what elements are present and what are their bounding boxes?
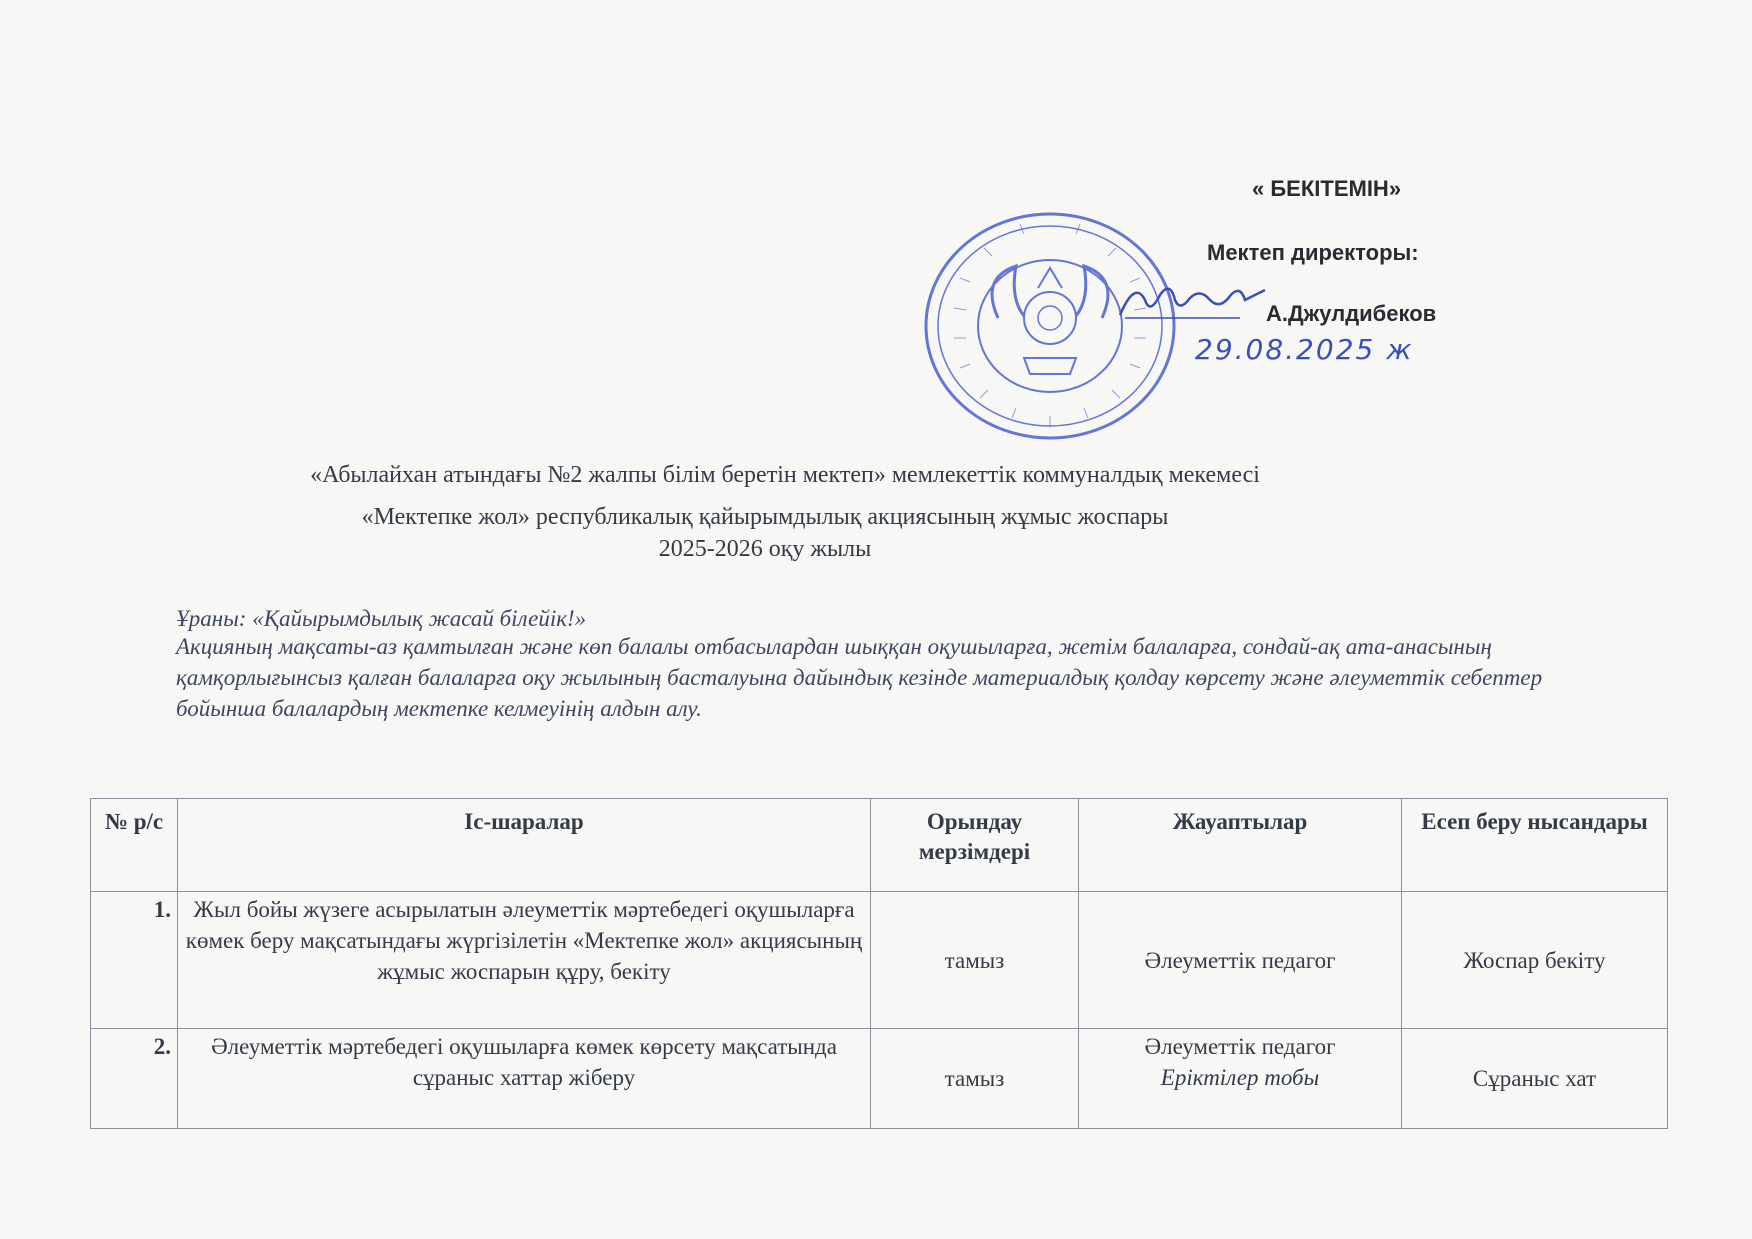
- row-responsible: Әлеуметтік педагог: [1144, 1034, 1336, 1059]
- row-event: Жыл бойы жүзеге асырылатын әлеуметтік мәртебедегі оқушыларға көмек беру мақсатындағы жүргізілетін «Мектепке жол» акциясының жұмыс жоспарын құру, бекіту: [178, 892, 871, 1029]
- institution-name: «Абылайхан атындағы №2 жалпы білім беретін мектеп» мемлекеттік коммуналдық мекемесі: [310, 462, 1260, 488]
- action-goal: Акцияның мақсаты-аз қамтылған және көп балалы отбасылардан шыққан оқушыларға, жетім балаларға, сондай-ақ ата-анасының қамқорлығынсыз қалған балаларға оқу жылының басталуына дайындық кезінде материалдық қолдау көрсету және әлеуметтік себептер бойынша балалардың мектепке келмеуінің алдын алу.: [176, 634, 1543, 721]
- signature-icon: [1115, 270, 1275, 330]
- row-term: тамыз: [871, 892, 1079, 1029]
- table-row: [91, 892, 1668, 1029]
- header-event: Іс-шаралар: [178, 799, 871, 892]
- header-no: № р/с: [91, 799, 178, 892]
- director-name: А.Джулдибеков: [1266, 301, 1437, 326]
- row-report: Сұраныс хат: [1402, 1029, 1668, 1129]
- table-row: [91, 1029, 1668, 1129]
- row-term: тамыз: [871, 1029, 1079, 1129]
- academic-year: 2025-2026 оқу жылы: [658, 536, 872, 562]
- row-no: 2.: [91, 1029, 178, 1129]
- approval-role: Мектеп директоры:: [1207, 240, 1419, 265]
- action-motto: Ұраны: «Қайырымдылық жасай білейік!»: [176, 606, 587, 631]
- row-responsible: Әлеуметтік педагог: [1079, 892, 1402, 1029]
- header-report: Есеп беру нысандары: [1402, 799, 1668, 892]
- plan-table: [90, 798, 1668, 1129]
- row-responsible-cell: [1079, 1029, 1402, 1129]
- row-report: Жоспар бекіту: [1402, 892, 1668, 1029]
- header-term: Орындау мерзімдері: [871, 799, 1079, 892]
- row-event: Әлеуметтік мәртебедегі оқушыларға көмек көрсету мақсатында сұраныс хаттар жіберу: [178, 1029, 871, 1129]
- header-responsible: Жауаптылар: [1079, 799, 1402, 892]
- table-header-row: [91, 799, 1668, 892]
- plan-title: «Мектепке жол» республикалық қайырымдылық акциясының жұмыс жоспары: [361, 504, 1169, 530]
- row-no: 1.: [91, 892, 178, 1029]
- row-responsible-extra: Еріктілер тобы: [1160, 1065, 1320, 1090]
- signature-date: 29.08.2025 ж: [1195, 333, 1414, 366]
- approval-title: « БЕКІТЕМІН»: [1252, 176, 1402, 201]
